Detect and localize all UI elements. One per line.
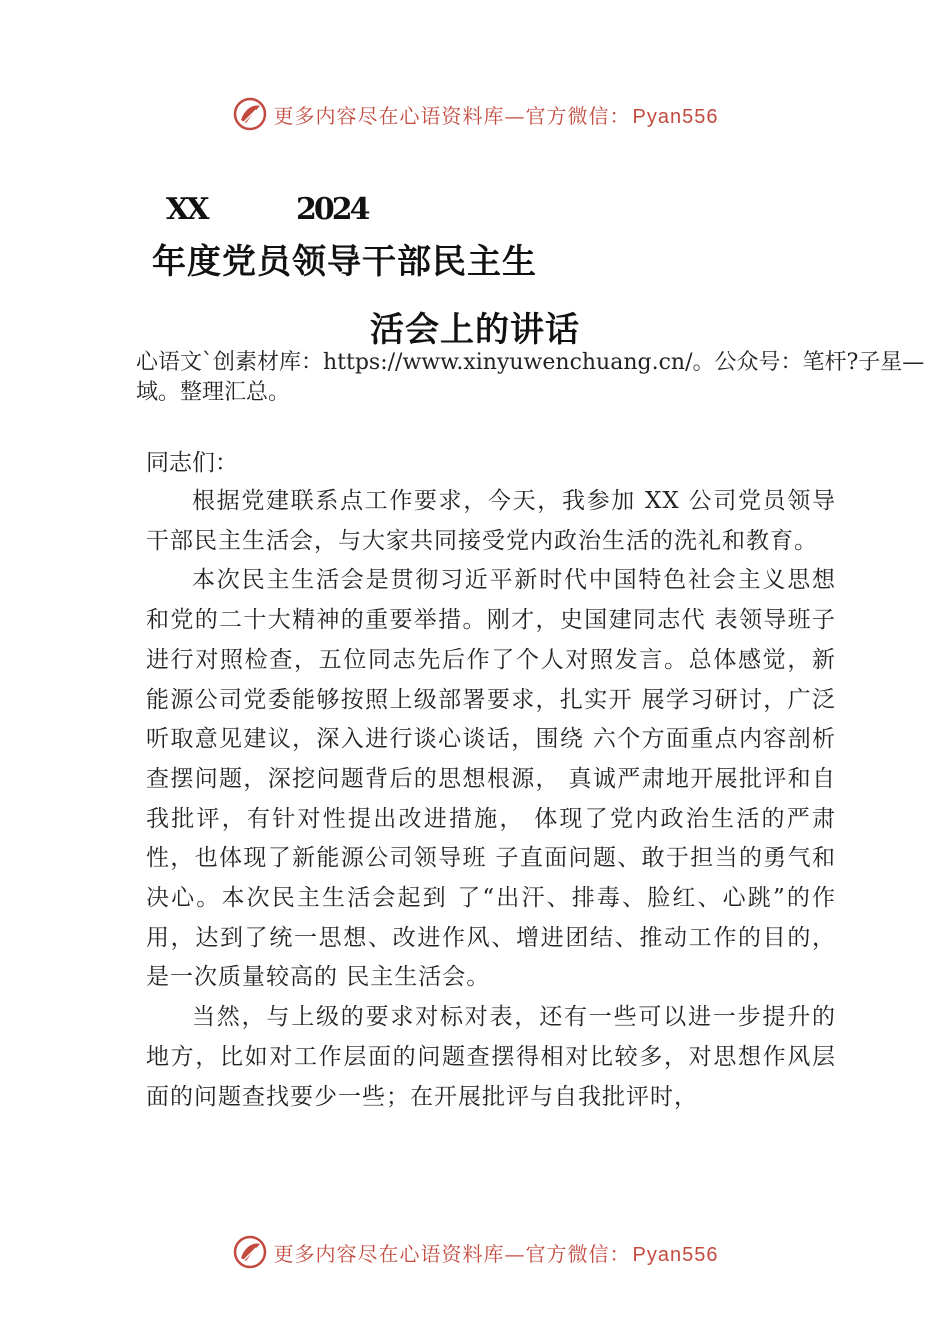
- title-fragment-right: 2024: [296, 192, 368, 227]
- paragraph: 当然，与上级的要求对标对表，还有一些可以进一步提升的地方，比如对工作层面的问题查摆得相对比较多，对思想作风层面的问题查找要少一些；在开展批评与自我批评时，: [146, 1004, 836, 1110]
- header-watermark-banner: [0, 94, 950, 134]
- footer-banner-text: 更多内容尽在心语资料库—官方微信： Pyan556: [273, 1241, 719, 1266]
- speech-body: [146, 482, 836, 1117]
- title-line-2: 活会上的讲话: [370, 310, 580, 350]
- title-line-1: 年度党员领导干部民主生: [152, 242, 537, 282]
- footer-wechat-id: Pyan556: [632, 1243, 719, 1266]
- brand-logo-icon: [232, 1234, 268, 1270]
- greeting: 同志们：: [146, 450, 238, 476]
- paragraph: 根据党建联系点工作要求，今天，我参加 XX 公司党员领导干部民主生活会，与大家共同接受党内政治生活的洗礼和教育。: [146, 488, 836, 554]
- paragraph: 本次民主生活会是贯彻习近平新时代中国特色社会主义思想和党的二十大精神的重要举措。刚才，史国建同志代 表领导班子进行对照检查，五位同志先后作了个人对照发言。总体感觉，新能源公司党委能够按照上级部署要求，扎实开 展学习研讨，广泛听取意见建议，深入进行谈心谈话，围绕 六个方面重点内容剖析查摆问题，深挖问题背后的思想根源， 真诚严肃地开展批评和自我批评，有针对性提出改进措施， 体现了党内政治生活的严肃性，也体现了新能源公司领导班 子直面问题、敢于担当的勇气和决心。本次民主生活会起到 了“出汗、排毒、脸红、心跳”的作用，达到了统一思想、改进作风、增进团结、推动工作的目的，是一次质量较高的 民主生活会。: [146, 567, 836, 991]
- footer-watermark-banner: [0, 1232, 950, 1272]
- header-banner-text: 更多内容尽在心语资料库—官方微信： Pyan556: [273, 103, 719, 128]
- title-fragment-left: XX: [166, 192, 207, 227]
- source-note: 心语文`创素材库：https://www.xinyuwenchuang.cn/。公众号：笔杆?子星—域。整理汇总。: [136, 350, 925, 405]
- brand-logo-icon: [232, 96, 268, 132]
- header-wechat-id: Pyan556: [632, 105, 719, 128]
